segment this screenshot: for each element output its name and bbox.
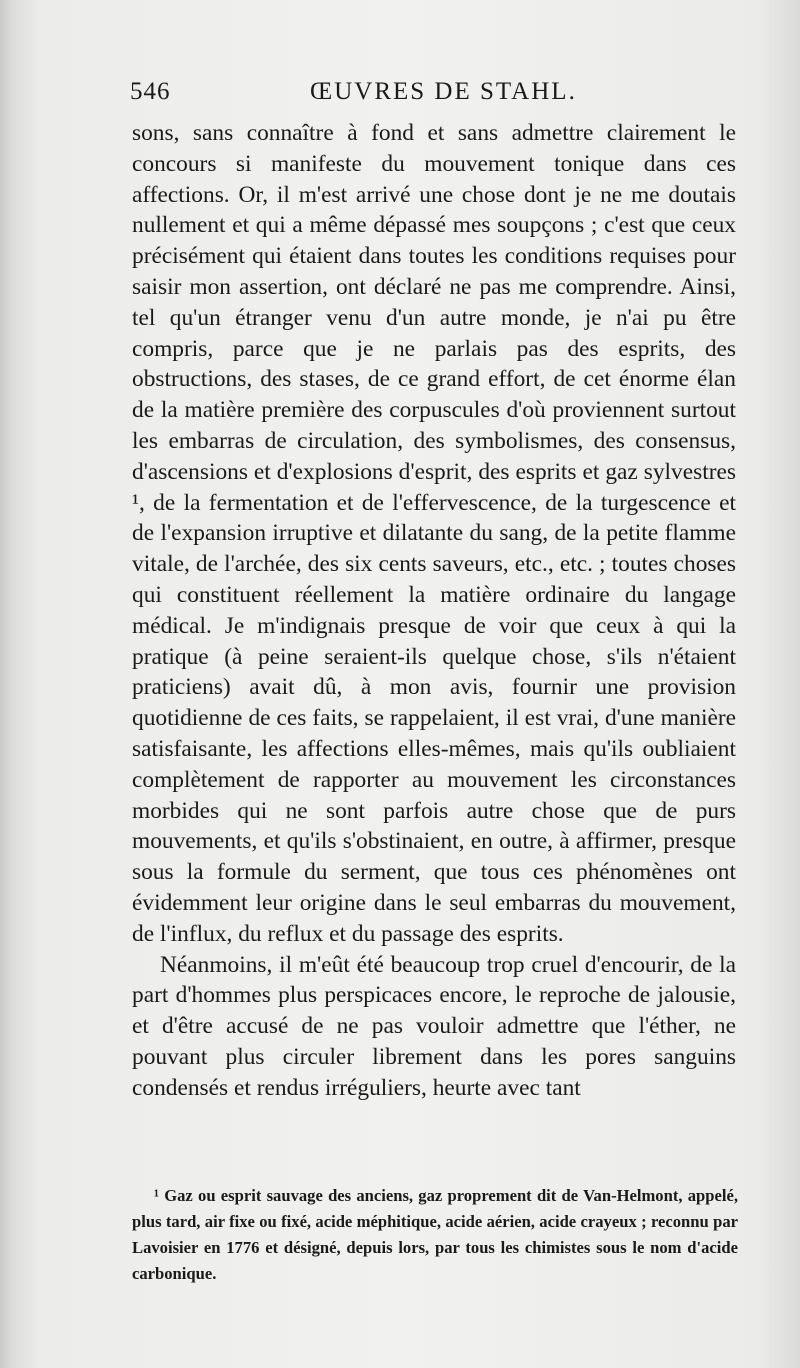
footnote-1: ¹ Gaz ou esprit sauvage des anciens, gaz proprement dit de Van-Helmont, appelé, plus tard, air fixe ou fixé, acide méphitique, acide aérien, acide crayeux ; reconnu par Lavoisier en 1776 et désigné, depuis lors, par tous les chimistes sous le nom d'acide carbonique. — [132, 1186, 738, 1283]
running-title: ŒUVRES DE STAHL. — [310, 78, 577, 105]
paragraph-2: Néanmoins, il m'eût été beaucoup trop cruel d'encourir, de la part d'hommes plus perspicaces encore, le reproche de jalousie, et d'être accusé de ne pas vouloir admettre que l'éther, ne pouvant plus circuler librement dans les pores sanguins condensés et rendus irréguliers, heurte avec tant — [132, 951, 736, 1101]
page-number: 546 — [130, 78, 171, 105]
footnote-block — [132, 1183, 738, 1287]
page-header — [130, 78, 730, 118]
body-text — [132, 118, 736, 1104]
paragraph-1: sons, sans connaître à fond et sans admettre clairement le concours si manifeste du mouvement tonique dans ces affections. Or, il m'est arrivé une chose dont je ne me doutais nullement et qui a même dépassé mes soupçons ; c'est que ceux précisément qui étaient dans toutes les conditions requises pour saisir mon assertion, ont déclaré ne pas me comprendre. Ainsi, tel qu'un étranger venu d'un autre monde, je n'ai pu être compris, parce que je ne parlais pas des esprits, des obstructions, des stases, de ce grand effort, de cet énorme élan de la matière première des corpuscules d'où proviennent surtout les embarras de circulation, des symbolismes, des consensus, d'ascensions et d'explosions d'esprit, des esprits et gaz sylvestres ¹, de la fermentation et de l'effervescence, de la turgescence et de l'expansion irruptive et dilatante du sang, de la petite flamme vitale, de l'archée, des six cents saveurs, etc., etc. ; toutes choses qui constituent réellement la matière ordinaire du langage médical. Je m'indignais presque de voir que ceux à qui la pratique (à peine seraient-ils quelque chose, s'ils n'étaient praticiens) avait dû, à mon avis, fournir une provision quotidienne de ces faits, se rappelaient, il est vrai, d'une manière satisfaisante, les affections elles-mêmes, mais qu'ils oubliaient complètement de rapporter au mouvement les circonstances morbides qui ne sont parfois autre chose que de purs mouvements, et qu'ils s'obstinaient, en outre, à affirmer, presque sous la formule du serment, que tous ces phénomènes ont évidemment leur origine dans le seul embarras du mouvement, de l'influx, du reflux et du passage des esprits. — [132, 120, 736, 947]
